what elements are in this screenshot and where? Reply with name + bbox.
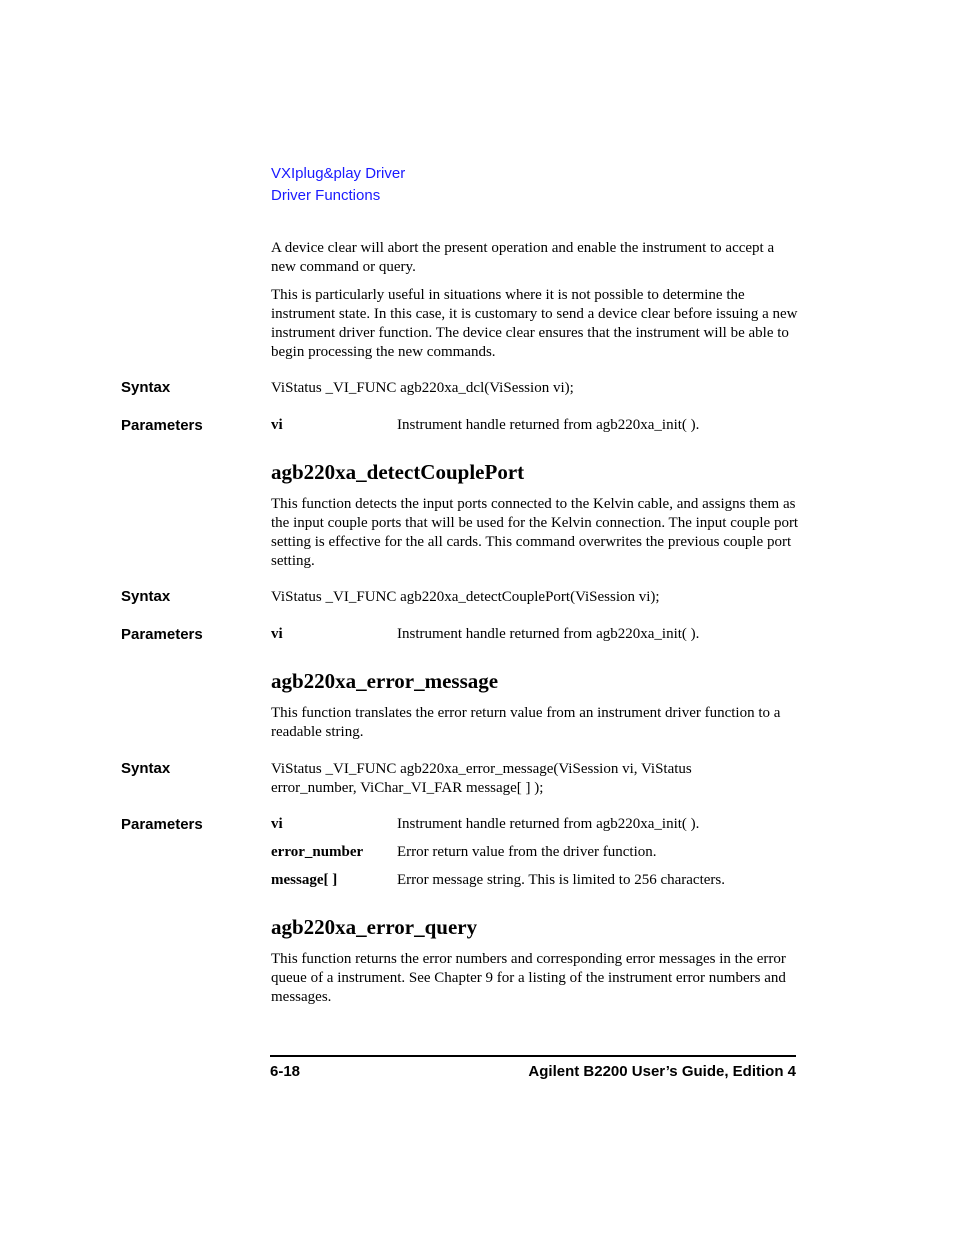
section-description: This function detects the input ports connected to the Kelvin cable, and assigns them as the input couple ports that will be used for the Kelvin connection. The input couple port setting is effective for the all cards. This command overwrites the previous couple port setting. bbox=[271, 496, 799, 569]
footer-rule bbox=[270, 1055, 796, 1057]
breadcrumb-section[interactable]: Driver Functions bbox=[271, 187, 381, 204]
parameters-label: Parameters bbox=[121, 626, 203, 643]
param-name: message[ ] bbox=[271, 872, 338, 888]
section-heading: agb220xa_detectCouplePort bbox=[271, 460, 525, 484]
dcl-syntax: ViStatus _VI_FUNC agb220xa_dcl(ViSession vi); bbox=[271, 380, 574, 396]
parameters-label: Parameters bbox=[121, 816, 203, 833]
param-name: vi bbox=[271, 626, 283, 642]
param-desc: Instrument handle returned from agb220xa_init( ). bbox=[397, 417, 700, 433]
section-heading: agb220xa_error_query bbox=[271, 915, 478, 939]
syntax-label: Syntax bbox=[121, 760, 171, 777]
section-description: This function returns the error numbers and corresponding error messages in the error queue of a instrument. See Chapter 9 for a listing of the instrument error numbers and messages. bbox=[271, 951, 786, 1005]
footer-title: Agilent B2200 User’s Guide, Edition 4 bbox=[528, 1063, 796, 1080]
section-heading: agb220xa_error_message bbox=[271, 669, 499, 693]
syntax-label: Syntax bbox=[121, 588, 171, 605]
page-number: 6-18 bbox=[270, 1063, 301, 1080]
syntax-label: Syntax bbox=[121, 379, 171, 396]
param-desc: Error message string. This is limited to 256 characters. bbox=[397, 872, 725, 888]
parameters-label: Parameters bbox=[121, 417, 203, 434]
section-description: This function translates the error return value from an instrument driver function to a readable string. bbox=[271, 705, 781, 740]
param-name: vi bbox=[271, 417, 283, 433]
param-desc: Error return value from the driver function. bbox=[397, 844, 657, 860]
intro-paragraph-1: A device clear will abort the present operation and enable the instrument to accept a new command or query. bbox=[271, 240, 775, 275]
intro-paragraph-2: This is particularly useful in situations where it is not possible to determine the instrument state. In this case, it is customary to send a device clear before issuing a new instrument driver function. The device clear ensures that the instrument will be able to begin processing the new commands. bbox=[271, 287, 798, 360]
param-desc: Instrument handle returned from agb220xa_init( ). bbox=[397, 626, 700, 642]
errmsg-syntax: ViStatus _VI_FUNC agb220xa_error_message(ViSession vi, ViStatus error_number, ViChar_VI_FAR message[ ] ); bbox=[271, 761, 692, 796]
breadcrumb-chapter[interactable]: VXIplug&play Driver bbox=[271, 165, 406, 182]
detect-syntax: ViStatus _VI_FUNC agb220xa_detectCouplePort(ViSession vi); bbox=[271, 589, 660, 605]
param-name: error_number bbox=[271, 844, 364, 860]
param-name: vi bbox=[271, 816, 283, 832]
param-desc: Instrument handle returned from agb220xa_init( ). bbox=[397, 816, 700, 832]
